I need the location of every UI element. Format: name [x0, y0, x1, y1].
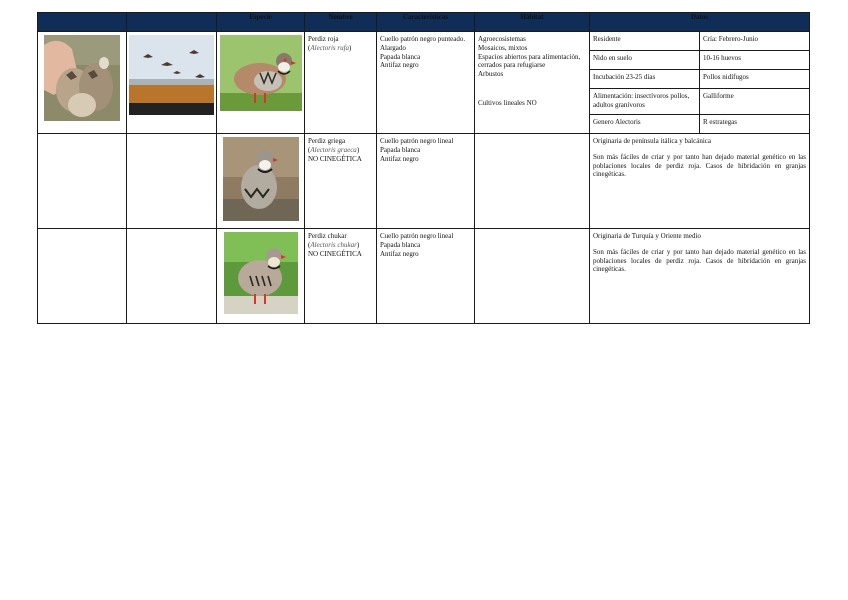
detail-text: Son más fáciles de criar y por tanto han dejado material genético en las poblaciones locales de perdiz roja. Casos de hibridación en granjas cinegéticas.	[593, 152, 806, 179]
data-item: Alimentación: insectívoros pollos, adultos granívoros	[590, 89, 700, 115]
habitat-cell	[475, 134, 590, 229]
data-item: Pollos nidífugos	[700, 70, 810, 89]
characteristics-cell	[377, 134, 475, 229]
origin-text: Originaria de Turquía y Oriente medio	[593, 232, 701, 240]
scientific-name: Alectoris chukar	[310, 240, 357, 249]
hand-holding-partridges-photo	[44, 35, 120, 121]
header-col1	[38, 13, 127, 32]
habitat-item: Agroecosistemas	[478, 35, 526, 43]
characteristic-item: Cuello patrón negro punteado. Alargado	[380, 35, 466, 52]
characteristics-cell	[377, 229, 475, 324]
origin-text: Originaria de península itálica y balcánica	[593, 137, 711, 145]
table-row	[38, 134, 810, 229]
characteristic-item: Antifaz negro	[380, 154, 419, 163]
data-item: Residente	[590, 32, 700, 51]
data-item: Cría: Febrero-Junio	[700, 32, 810, 51]
header-habitat: Hábitat	[475, 13, 590, 32]
habitat-note: Cultivos lineales NO	[478, 98, 537, 107]
common-name: Perdiz griega	[308, 137, 346, 145]
empty-cell	[127, 229, 217, 324]
common-name: Perdiz roja	[308, 35, 339, 43]
characteristic-item: Cuello patrón negro lineal	[380, 232, 454, 240]
flying-partridges-photo	[129, 35, 214, 115]
red-partridge-photo-cell	[217, 32, 305, 134]
data-subtable	[590, 32, 809, 133]
name-cell: Perdiz roja (Alectoris rufa)	[305, 32, 377, 134]
header-row	[38, 13, 810, 32]
chukar-partridge-photo	[224, 232, 298, 314]
scientific-name: Alectoris rufa	[310, 43, 350, 52]
characteristics-cell	[377, 32, 475, 134]
header-especie: Especie	[217, 13, 305, 32]
table-row	[38, 32, 810, 134]
characteristic-item: Cuello patrón negro lineal	[380, 137, 454, 145]
characteristic-item: Antifaz negro	[380, 249, 419, 258]
data-item: Galliforme	[700, 89, 810, 115]
habitat-item: Espacios abiertos para alimentación, cerrados para refugiarse	[478, 52, 581, 70]
data-cell	[590, 134, 810, 229]
characteristic-item: Papada blanca	[380, 145, 421, 154]
common-name: Perdiz chukar	[308, 232, 347, 240]
greek-partridge-photo-cell	[217, 134, 305, 229]
species-table	[37, 12, 810, 324]
characteristic-item: Papada blanca	[380, 240, 421, 249]
characteristic-item: Papada blanca	[380, 52, 421, 61]
data-item: Incubación 23-25 días	[590, 70, 700, 89]
greek-partridge-photo	[223, 137, 299, 221]
name-cell: Perdiz griega (Alectoris graeca) NO CINEGÉTICA	[305, 134, 377, 229]
habitat-item: Mosaicos, mixtos	[478, 43, 528, 52]
name-cell: Perdiz chukar (Alectoris chukar) NO CINEGÉTICA	[305, 229, 377, 324]
chukar-partridge-photo-cell	[217, 229, 305, 324]
table-row	[38, 229, 810, 324]
hunting-status: NO CINEGÉTICA	[308, 249, 362, 258]
header-col2	[127, 13, 217, 32]
empty-cell	[127, 134, 217, 229]
header-caracteristicas: Características	[377, 13, 475, 32]
data-item: R estrategas	[703, 118, 738, 126]
scientific-name: Alectoris graeca	[310, 145, 357, 154]
header-datos: Datos	[590, 13, 810, 32]
data-item: 10-16 huevos	[700, 51, 810, 70]
data-cell	[590, 229, 810, 324]
detail-text: Son más fáciles de criar y por tanto han dejado material genético en las poblaciones locales de perdiz roja. Casos de hibridación en granjas cinegéticas.	[593, 247, 806, 274]
header-nombre: Nombre	[305, 13, 377, 32]
red-partridge-photo	[220, 35, 302, 111]
empty-cell	[38, 229, 127, 324]
hand-partridge-photo-cell	[38, 32, 127, 134]
data-cell	[590, 32, 810, 134]
data-item: Genero Alectoris	[590, 115, 700, 134]
characteristic-item: Antifaz negro	[380, 61, 419, 70]
data-item: Nido en suelo	[590, 51, 700, 70]
habitat-cell	[475, 229, 590, 324]
flying-partridges-photo-cell	[127, 32, 217, 134]
habitat-cell	[475, 32, 590, 134]
hunting-status: NO CINEGÉTICA	[308, 154, 362, 163]
habitat-item: Arbustos	[478, 70, 504, 78]
empty-cell	[38, 134, 127, 229]
